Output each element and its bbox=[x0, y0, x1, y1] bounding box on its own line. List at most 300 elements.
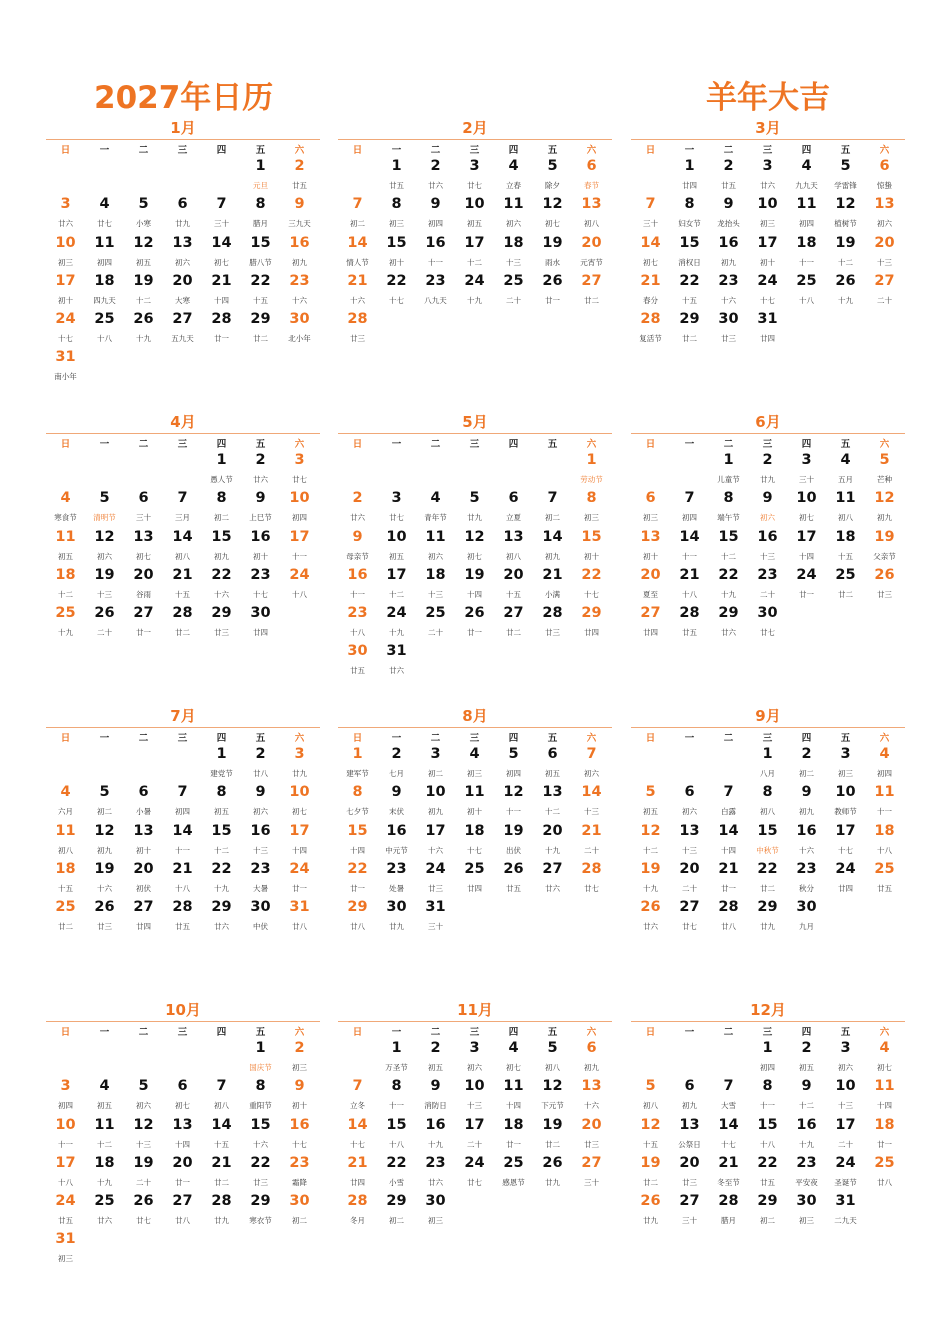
lunar-date: 廿三 bbox=[428, 883, 443, 893]
lunar-date: 廿二 bbox=[584, 295, 599, 305]
lunar-date: 十三 bbox=[253, 845, 268, 855]
day-cell bbox=[572, 1154, 611, 1192]
lunar-date: 十九 bbox=[389, 628, 404, 638]
day-number: 8 bbox=[723, 490, 734, 507]
day-number: 19 bbox=[503, 822, 524, 839]
day-number: 21 bbox=[718, 860, 739, 877]
day-number: 17 bbox=[425, 822, 446, 839]
lunar-date: 十三 bbox=[584, 807, 599, 817]
day-number: 12 bbox=[94, 822, 115, 839]
lunar-date: 初四 bbox=[682, 513, 697, 523]
lunar-date: 小雪 bbox=[389, 1177, 404, 1187]
day-number: 10 bbox=[835, 1078, 856, 1095]
day-cell bbox=[85, 783, 124, 821]
lunar-date: 下元节 bbox=[541, 1101, 564, 1111]
day-grid bbox=[338, 745, 612, 936]
day-number: 26 bbox=[133, 1193, 154, 1210]
day-cell bbox=[85, 272, 124, 310]
lunar-date: 初七 bbox=[175, 1101, 190, 1111]
lunar-date: 廿一 bbox=[506, 1139, 521, 1149]
lunar-date: 十九 bbox=[58, 628, 73, 638]
day-grid bbox=[338, 157, 612, 348]
day-number: 31 bbox=[55, 349, 76, 366]
day-number: 15 bbox=[347, 822, 368, 839]
day-cell bbox=[377, 1077, 416, 1115]
lunar-date: 初八 bbox=[506, 551, 521, 561]
day-cell bbox=[46, 1192, 85, 1230]
day-number: 6 bbox=[177, 196, 188, 213]
day-cell bbox=[748, 898, 787, 936]
weekday-label: 四 bbox=[801, 732, 812, 744]
lunar-date: 三十 bbox=[584, 1177, 599, 1187]
weekday-label: 六 bbox=[879, 438, 890, 450]
day-number: 20 bbox=[172, 272, 193, 289]
day-cell bbox=[455, 822, 494, 860]
day-cell bbox=[163, 1192, 202, 1230]
day-cell bbox=[280, 1116, 319, 1154]
lunar-date: 五九天 bbox=[171, 334, 194, 344]
weekday-label: 日 bbox=[645, 1026, 656, 1038]
lunar-date: 廿八 bbox=[292, 922, 307, 932]
weekday-header bbox=[631, 728, 905, 745]
lunar-date: 二十 bbox=[428, 628, 443, 638]
day-cell bbox=[163, 1154, 202, 1192]
lunar-date: 十七 bbox=[389, 295, 404, 305]
day-cell bbox=[163, 783, 202, 821]
weekday-label: 六 bbox=[879, 1026, 890, 1038]
lunar-date: 初四 bbox=[175, 807, 190, 817]
day-cell bbox=[631, 860, 670, 898]
day-cell bbox=[670, 566, 709, 604]
day-number: 9 bbox=[255, 784, 266, 801]
weekday-label: 三 bbox=[177, 732, 188, 744]
day-number: 10 bbox=[55, 234, 76, 251]
lunar-date: 十二 bbox=[545, 807, 560, 817]
day-cell bbox=[494, 489, 533, 527]
day-cell bbox=[46, 348, 85, 386]
day-number: 15 bbox=[250, 1116, 271, 1133]
day-cell bbox=[124, 195, 163, 233]
weekday-label: 一 bbox=[684, 732, 695, 744]
day-cell bbox=[338, 310, 377, 348]
lunar-date: 廿七 bbox=[584, 883, 599, 893]
month-block bbox=[46, 999, 320, 1269]
lunar-date: 小满 bbox=[545, 589, 560, 599]
lunar-date: 九月 bbox=[799, 922, 814, 932]
day-number: 10 bbox=[464, 196, 485, 213]
weekday-label: 三 bbox=[762, 1026, 773, 1038]
day-cell bbox=[416, 1116, 455, 1154]
weekday-label: 五 bbox=[547, 732, 558, 744]
day-cell bbox=[748, 1192, 787, 1230]
weekday-label: 二 bbox=[723, 732, 734, 744]
weekday-label: 二 bbox=[723, 438, 734, 450]
day-number: 24 bbox=[55, 311, 76, 328]
lunar-date: 初五 bbox=[799, 1063, 814, 1072]
day-number: 25 bbox=[94, 311, 115, 328]
lunar-date: 十九 bbox=[467, 295, 482, 305]
day-number: 6 bbox=[586, 1040, 597, 1056]
weekday-label: 三 bbox=[469, 438, 480, 450]
lunar-date: 廿九 bbox=[760, 922, 775, 932]
day-cell bbox=[709, 451, 748, 489]
lunar-date: 初二 bbox=[350, 219, 365, 229]
day-number: 8 bbox=[586, 490, 597, 507]
day-number: 19 bbox=[542, 234, 563, 251]
day-number: 22 bbox=[250, 272, 271, 289]
lunar-date: 初八 bbox=[584, 219, 599, 229]
day-cell bbox=[572, 604, 611, 642]
lunar-date: 初十 bbox=[58, 295, 73, 305]
lunar-date: 十八 bbox=[97, 334, 112, 344]
day-number: 2 bbox=[430, 158, 441, 174]
day-cell bbox=[124, 1154, 163, 1192]
day-number: 1 bbox=[216, 452, 227, 468]
day-number: 4 bbox=[840, 452, 851, 468]
day-cell bbox=[865, 528, 904, 566]
day-number: 2 bbox=[294, 1040, 305, 1056]
day-cell bbox=[416, 898, 455, 936]
weekday-label: 一 bbox=[391, 438, 402, 450]
day-grid bbox=[631, 1039, 905, 1230]
day-cell bbox=[748, 1077, 787, 1115]
day-number: 15 bbox=[757, 1116, 778, 1133]
day-number: 15 bbox=[386, 1116, 407, 1133]
lunar-date: 廿一 bbox=[214, 334, 229, 344]
day-number: 25 bbox=[503, 1154, 524, 1171]
day-number: 27 bbox=[172, 1193, 193, 1210]
day-cell bbox=[533, 234, 572, 272]
weekday-label: 四 bbox=[801, 1026, 812, 1038]
day-number: 31 bbox=[757, 311, 778, 328]
day-cell bbox=[202, 528, 241, 566]
lunar-date: 廿九 bbox=[760, 475, 775, 484]
month-block bbox=[631, 411, 905, 642]
lunar-date: 初三 bbox=[58, 1254, 73, 1264]
day-number: 14 bbox=[640, 234, 661, 251]
weekday-header bbox=[338, 1022, 612, 1039]
day-number: 3 bbox=[840, 746, 851, 762]
lunar-date: 初十 bbox=[760, 257, 775, 267]
lunar-date: 廿四 bbox=[136, 922, 151, 932]
weekday-label: 一 bbox=[684, 144, 695, 156]
day-number: 17 bbox=[289, 822, 310, 839]
day-number: 30 bbox=[347, 643, 368, 660]
lunar-date: 妇女节 bbox=[678, 219, 701, 229]
day-cell bbox=[124, 604, 163, 642]
lunar-date: 芒种 bbox=[877, 475, 892, 484]
day-cell bbox=[377, 604, 416, 642]
day-cell bbox=[748, 566, 787, 604]
empty-cell bbox=[631, 745, 670, 783]
lunar-date: 十八 bbox=[877, 845, 892, 855]
lunar-date: 初六 bbox=[682, 807, 697, 817]
day-cell bbox=[572, 451, 611, 489]
day-cell bbox=[533, 822, 572, 860]
lunar-date: 十七 bbox=[292, 1139, 307, 1149]
lunar-date: 出伏 bbox=[506, 845, 521, 855]
day-number: 11 bbox=[55, 528, 76, 545]
day-number: 31 bbox=[289, 899, 310, 916]
month-block bbox=[46, 411, 320, 642]
lunar-date: 北小年 bbox=[288, 334, 311, 344]
lunar-date: 初十 bbox=[136, 845, 151, 855]
weekday-label: 四 bbox=[216, 732, 227, 744]
day-number: 10 bbox=[289, 784, 310, 801]
lunar-date: 十九 bbox=[136, 334, 151, 344]
day-cell bbox=[202, 822, 241, 860]
day-number: 17 bbox=[55, 272, 76, 289]
day-number: 3 bbox=[840, 1040, 851, 1056]
day-number: 27 bbox=[581, 272, 602, 289]
day-number: 14 bbox=[347, 234, 368, 251]
lunar-date: 十二 bbox=[97, 1139, 112, 1149]
day-number: 27 bbox=[172, 311, 193, 328]
lunar-date: 廿五 bbox=[506, 883, 521, 893]
day-cell bbox=[124, 1192, 163, 1230]
day-number: 1 bbox=[255, 158, 266, 174]
lunar-date: 初六 bbox=[136, 1101, 151, 1111]
weekday-label: 三 bbox=[469, 732, 480, 744]
day-cell bbox=[631, 898, 670, 936]
day-cell bbox=[631, 528, 670, 566]
lunar-date: 十六 bbox=[253, 1139, 268, 1149]
day-cell bbox=[494, 822, 533, 860]
lunar-date: 父亲节 bbox=[873, 551, 896, 561]
day-number: 21 bbox=[347, 1154, 368, 1171]
day-number: 17 bbox=[757, 234, 778, 251]
day-cell bbox=[826, 566, 865, 604]
month-name: 12月 bbox=[750, 1001, 786, 1019]
day-number: 20 bbox=[679, 860, 700, 877]
day-number: 10 bbox=[289, 490, 310, 507]
day-number: 6 bbox=[138, 490, 149, 507]
day-cell bbox=[85, 234, 124, 272]
day-cell bbox=[494, 272, 533, 310]
day-cell bbox=[455, 157, 494, 195]
lunar-date: 廿九 bbox=[545, 1177, 560, 1187]
day-number: 5 bbox=[469, 490, 480, 507]
day-number: 12 bbox=[542, 196, 563, 213]
day-cell bbox=[163, 489, 202, 527]
lunar-date: 十四 bbox=[506, 1101, 521, 1111]
day-cell bbox=[416, 1077, 455, 1115]
lunar-date: 劳动节 bbox=[580, 475, 603, 484]
day-number: 11 bbox=[94, 1116, 115, 1133]
day-number: 21 bbox=[640, 272, 661, 289]
lunar-date: 廿六 bbox=[253, 475, 268, 484]
day-number: 18 bbox=[874, 1116, 895, 1133]
lunar-date: 初三 bbox=[428, 1216, 443, 1226]
lunar-date: 寒食节 bbox=[54, 513, 77, 523]
lunar-date: 初七 bbox=[292, 807, 307, 817]
day-cell bbox=[377, 822, 416, 860]
day-number: 9 bbox=[430, 196, 441, 213]
lunar-date: 初六 bbox=[97, 551, 112, 561]
day-number: 11 bbox=[425, 528, 446, 545]
day-number: 28 bbox=[172, 605, 193, 622]
day-number: 6 bbox=[177, 1078, 188, 1095]
day-cell bbox=[670, 783, 709, 821]
lunar-date: 初四 bbox=[428, 219, 443, 229]
lunar-date: 大暑 bbox=[253, 883, 268, 893]
day-cell bbox=[826, 860, 865, 898]
day-cell bbox=[241, 489, 280, 527]
day-number: 6 bbox=[879, 158, 890, 174]
day-cell bbox=[533, 566, 572, 604]
day-number: 28 bbox=[640, 311, 661, 328]
lunar-date: 学雷锋 bbox=[834, 181, 857, 190]
lunar-date: 重阳节 bbox=[249, 1101, 272, 1111]
day-number: 15 bbox=[581, 528, 602, 545]
weekday-header bbox=[46, 434, 320, 451]
day-cell bbox=[46, 1230, 85, 1268]
lunar-date: 十五 bbox=[175, 589, 190, 599]
day-number: 26 bbox=[640, 1193, 661, 1210]
day-cell bbox=[631, 234, 670, 272]
day-cell bbox=[572, 822, 611, 860]
day-number: 16 bbox=[289, 234, 310, 251]
weekday-label: 四 bbox=[508, 144, 519, 156]
lunar-date: 廿六 bbox=[760, 181, 775, 190]
day-cell bbox=[280, 1192, 319, 1230]
lunar-date: 十四 bbox=[175, 1139, 190, 1149]
day-number: 9 bbox=[352, 528, 363, 545]
day-number: 3 bbox=[60, 1078, 71, 1095]
day-number: 12 bbox=[464, 528, 485, 545]
day-cell bbox=[865, 234, 904, 272]
weekday-label: 六 bbox=[879, 144, 890, 156]
lunar-date: 初六 bbox=[838, 1063, 853, 1072]
lunar-date: 初三 bbox=[799, 1216, 814, 1226]
day-number: 25 bbox=[55, 605, 76, 622]
lunar-date: 处暑 bbox=[389, 883, 404, 893]
day-cell bbox=[338, 1192, 377, 1230]
day-grid bbox=[46, 745, 320, 936]
day-cell bbox=[280, 528, 319, 566]
weekday-label: 一 bbox=[391, 732, 402, 744]
weekday-label: 一 bbox=[99, 438, 110, 450]
day-number: 28 bbox=[679, 605, 700, 622]
day-cell bbox=[46, 489, 85, 527]
lunar-date: 廿三 bbox=[584, 1139, 599, 1149]
lunar-date: 十三 bbox=[877, 257, 892, 267]
day-number: 6 bbox=[508, 490, 519, 507]
lunar-date: 初八 bbox=[58, 845, 73, 855]
day-number: 6 bbox=[586, 158, 597, 174]
day-cell bbox=[709, 234, 748, 272]
day-number: 25 bbox=[796, 272, 817, 289]
empty-cell bbox=[124, 1039, 163, 1077]
day-number: 5 bbox=[547, 158, 558, 174]
day-number: 11 bbox=[503, 1078, 524, 1095]
weekday-label: 日 bbox=[352, 732, 363, 744]
day-cell bbox=[377, 1154, 416, 1192]
day-cell bbox=[826, 528, 865, 566]
empty-cell bbox=[338, 451, 377, 489]
lunar-date: 春节 bbox=[584, 181, 599, 190]
day-number: 24 bbox=[289, 566, 310, 583]
day-cell bbox=[865, 489, 904, 527]
day-cell bbox=[85, 310, 124, 348]
month-name: 1月 bbox=[170, 119, 196, 137]
weekday-label: 日 bbox=[60, 438, 71, 450]
day-number: 14 bbox=[718, 1116, 739, 1133]
lunar-date: 初四 bbox=[877, 769, 892, 778]
day-number: 10 bbox=[464, 1078, 485, 1095]
day-number: 4 bbox=[801, 158, 812, 174]
lunar-date: 初二 bbox=[97, 807, 112, 817]
day-number: 11 bbox=[55, 822, 76, 839]
day-number: 26 bbox=[640, 899, 661, 916]
weekday-label: 二 bbox=[430, 732, 441, 744]
day-cell bbox=[631, 310, 670, 348]
day-number: 20 bbox=[581, 1116, 602, 1133]
day-number: 19 bbox=[133, 272, 154, 289]
day-cell bbox=[631, 1077, 670, 1115]
day-cell bbox=[787, 1154, 826, 1192]
lunar-date: 三月 bbox=[175, 513, 190, 523]
lunar-date: 初三 bbox=[584, 513, 599, 523]
day-cell bbox=[787, 528, 826, 566]
day-cell bbox=[865, 566, 904, 604]
lunar-date: 廿六 bbox=[643, 922, 658, 932]
day-number: 14 bbox=[172, 528, 193, 545]
day-number: 16 bbox=[718, 234, 739, 251]
lunar-date: 七夕节 bbox=[346, 807, 369, 817]
month-block bbox=[631, 117, 905, 348]
day-cell bbox=[748, 157, 787, 195]
lunar-date: 十四 bbox=[877, 1101, 892, 1111]
new-year-greeting: 羊年大吉 bbox=[706, 80, 830, 116]
day-number: 7 bbox=[177, 784, 188, 801]
day-cell bbox=[46, 1154, 85, 1192]
day-cell bbox=[416, 822, 455, 860]
day-cell bbox=[670, 234, 709, 272]
day-number: 1 bbox=[391, 1040, 402, 1056]
lunar-date: 十八 bbox=[58, 1177, 73, 1187]
lunar-date: 廿二 bbox=[214, 1177, 229, 1187]
day-number: 6 bbox=[684, 784, 695, 801]
lunar-date: 初二 bbox=[389, 1216, 404, 1226]
day-cell bbox=[631, 272, 670, 310]
day-cell bbox=[748, 822, 787, 860]
lunar-date: 廿二 bbox=[58, 922, 73, 932]
day-number: 17 bbox=[835, 1116, 856, 1133]
empty-cell bbox=[709, 745, 748, 783]
lunar-date: 十二 bbox=[467, 257, 482, 267]
day-cell bbox=[572, 860, 611, 898]
lunar-date: 十九 bbox=[643, 883, 658, 893]
day-number: 20 bbox=[640, 566, 661, 583]
weekday-label: 六 bbox=[294, 1026, 305, 1038]
lunar-date: 大寒 bbox=[175, 295, 190, 305]
day-number: 29 bbox=[347, 899, 368, 916]
day-number: 31 bbox=[386, 643, 407, 660]
day-number: 22 bbox=[757, 860, 778, 877]
weekday-header bbox=[338, 140, 612, 157]
lunar-date: 谷雨 bbox=[136, 589, 151, 599]
empty-cell bbox=[124, 157, 163, 195]
empty-cell bbox=[670, 1039, 709, 1077]
day-number: 11 bbox=[874, 1078, 895, 1095]
lunar-date: 十二 bbox=[838, 257, 853, 267]
day-cell bbox=[572, 1039, 611, 1077]
lunar-date: 初七 bbox=[467, 551, 482, 561]
day-number: 30 bbox=[289, 1193, 310, 1210]
day-number: 19 bbox=[464, 566, 485, 583]
day-cell bbox=[826, 489, 865, 527]
